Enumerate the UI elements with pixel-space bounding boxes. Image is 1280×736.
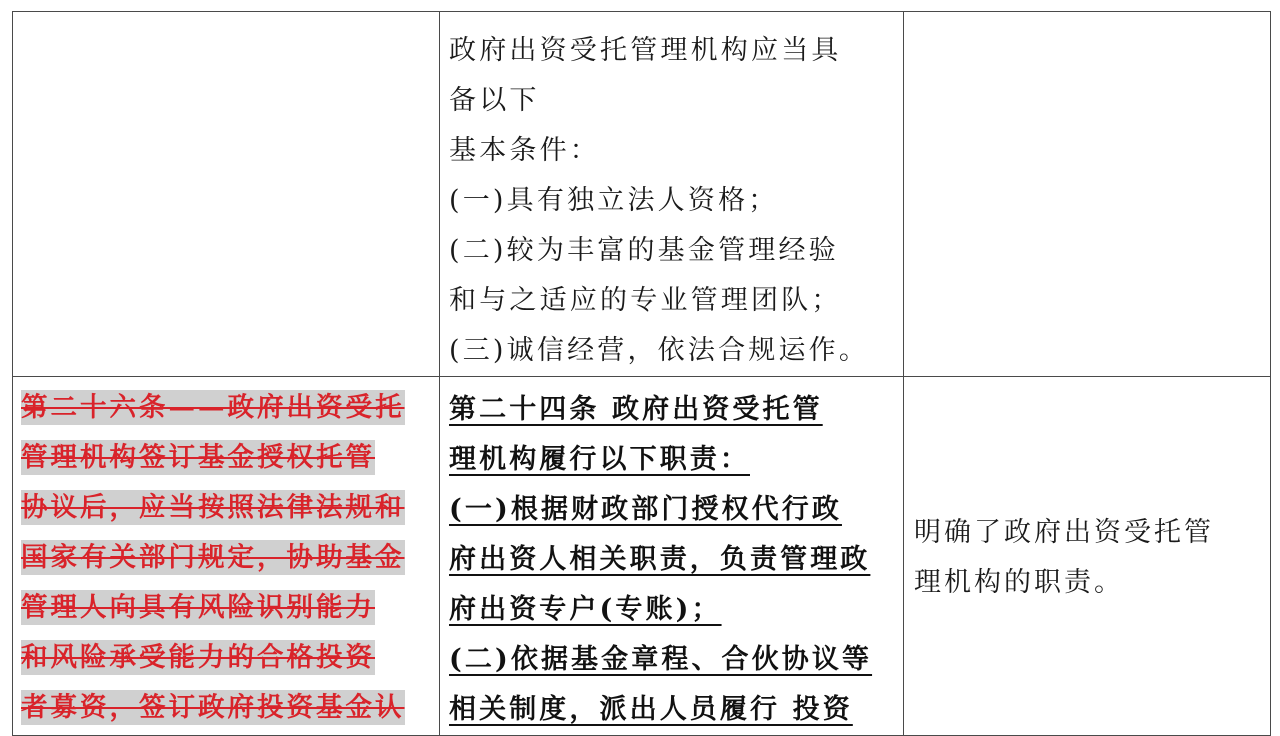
note-line: 明确了政府出资受托管 xyxy=(914,517,1214,548)
deleted-text xyxy=(13,377,439,733)
deleted-line: 管理机构签订基金授权托管 xyxy=(21,442,375,473)
table-row xyxy=(13,377,1271,736)
text-line: (一)具有独立法人资格； xyxy=(449,185,779,216)
new-version-cell xyxy=(440,12,904,377)
comparison-table xyxy=(12,11,1271,736)
new-version-cell xyxy=(440,377,904,736)
text-line: 基本条件： xyxy=(449,135,600,166)
text-line: (三)诚信经营，依法合规运作。 xyxy=(449,335,870,366)
text-line: 备以下 xyxy=(449,85,540,116)
inserted-line: 第二十四条 政府出资受托管 xyxy=(449,394,823,425)
inserted-line: (二)依据基金章程、合伙协议等 xyxy=(449,644,873,675)
inserted-line: 相关制度，派出人员履行 投资 xyxy=(449,694,853,725)
note-cell xyxy=(904,377,1271,736)
note-line: 理机构的职责。 xyxy=(914,567,1124,598)
deleted-line: 国家有关部门规定，协助基金 xyxy=(21,542,405,573)
note-text xyxy=(904,508,1270,608)
deleted-line: 第二十六条——政府出资受托 xyxy=(21,392,405,423)
new-version-text xyxy=(440,12,903,376)
inserted-line: 理机构履行以下职责： xyxy=(449,444,750,475)
inserted-line: (一)根据财政部门授权代行政 xyxy=(449,494,842,525)
old-version-cell xyxy=(13,377,440,736)
deleted-line: 者募资，签订政府投资基金认 xyxy=(21,692,405,723)
old-version-cell-empty xyxy=(13,12,440,377)
inserted-text xyxy=(440,377,903,735)
text-line: 政府出资受托管理机构应当具 xyxy=(449,35,842,66)
deleted-line: 和风险承受能力的合格投资 xyxy=(21,642,375,673)
inserted-line: 府出资人相关职责，负责管理政 xyxy=(449,544,871,575)
deleted-line: 管理人向具有风险识别能力 xyxy=(21,592,375,623)
inserted-line: 府出资专户(专账)； xyxy=(449,594,722,625)
text-line: (二)较为丰富的基金管理经验 xyxy=(449,235,839,266)
deleted-line: 协议后，应当按照法律法规和 xyxy=(21,492,405,523)
text-line: 和与之适应的专业管理团队； xyxy=(449,285,842,316)
table-row xyxy=(13,12,1271,377)
note-cell-empty xyxy=(904,12,1271,377)
